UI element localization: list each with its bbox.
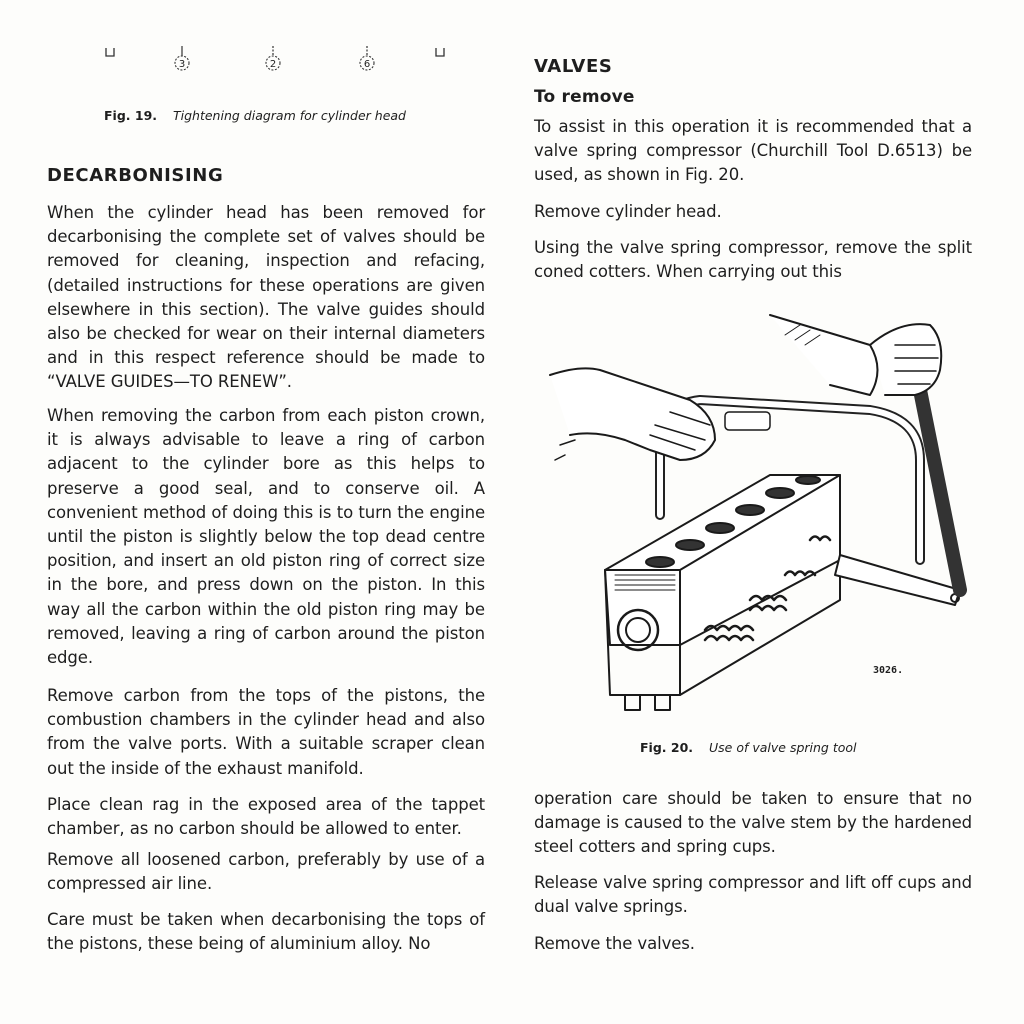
valves-paragraph-6: Remove the valves. xyxy=(534,934,695,953)
cylinder-head-block xyxy=(605,475,840,710)
svg-text:3: 3 xyxy=(178,59,186,70)
decarb-paragraph-3: Remove carbon from the tops of the pistons, the combustion chambers in the cylinder head and also from the valve ports. With a suitable scraper clean out the inside of the exhaust manifold. xyxy=(47,686,485,778)
bolt-bracket-right xyxy=(436,48,444,56)
tightening-diagram xyxy=(100,40,460,80)
figure-20-label: Fig. 20. xyxy=(640,740,694,755)
bolt-marker-3 xyxy=(175,46,189,70)
decarb-paragraph-4: Place clean rag in the exposed area of the tappet chamber, as no carbon should be allowed to enter. xyxy=(47,795,485,839)
valves-paragraph-1: To assist in this operation it is recommended that a valve spring compressor (Churchill Tool D.6513) be used, as shown in Fig. 20. xyxy=(534,117,972,185)
figure-20-caption xyxy=(640,740,857,755)
bolt-marker-2 xyxy=(266,46,280,70)
decarb-paragraph-5: Remove all loosened carbon, preferably by use of a compressed air line. xyxy=(47,850,485,894)
decarb-paragraph-6: Care must be taken when decarbonising the tops of the pistons, these being of aluminium alloy. No xyxy=(47,910,485,954)
valves-heading: VALVES xyxy=(534,56,613,77)
to-remove-subheading: To remove xyxy=(534,87,635,107)
figure-19-label: Fig. 19. xyxy=(104,108,158,123)
left-hand xyxy=(550,368,715,460)
bolt-marker-6 xyxy=(360,46,374,70)
valves-paragraph-4: operation care should be taken to ensure that no damage is caused to the valve stem by the hardened steel cotters and spring cups. xyxy=(534,789,972,857)
svg-text:2: 2 xyxy=(269,59,277,70)
figure-20-caption-text: Use of valve spring tool xyxy=(709,740,857,755)
valves-paragraph-3: Using the valve spring compressor, remove the split coned cotters. When carrying out this xyxy=(534,238,972,282)
figure-19-caption-text: Tightening diagram for cylinder head xyxy=(173,108,406,123)
decarb-paragraph-2: When removing the carbon from each piston crown, it is always advisable to leave a ring of carbon adjacent to the cylinder bore as this helps to preserve a good seal, and to conserve oil. A convenient method of doing this is to turn the engine until the piston is slightly below the top dead centre position, and insert an old piston ring of correct size in the bore, and press down on the piston. In this way all the carbon within the old piston ring may be removed, leaving a ring of carbon around the piston edge. xyxy=(47,406,485,668)
decarb-paragraph-1: When the cylinder head has been removed for decarbonising the complete set of valves should be removed for cleaning, inspection and refacing, (detailed instructions for these operations are given elsewhere in this section). The valve guides should also be checked for wear on their internal diameters and in this respect reference should be made to “VALVE GUIDES—TO RENEW”. xyxy=(47,203,485,392)
right-hand xyxy=(770,315,941,395)
svg-text:6: 6 xyxy=(363,59,371,70)
illustration-reference-number: 3026. xyxy=(873,665,904,676)
figure-19-caption xyxy=(104,108,406,123)
decarbonising-heading: DECARBONISING xyxy=(47,165,224,186)
bolt-bracket-left xyxy=(106,48,114,56)
valves-paragraph-5: Release valve spring compressor and lift off cups and dual valve springs. xyxy=(534,873,972,917)
valves-paragraph-2: Remove cylinder head. xyxy=(534,202,722,221)
valve-spring-tool-illustration xyxy=(540,300,980,720)
